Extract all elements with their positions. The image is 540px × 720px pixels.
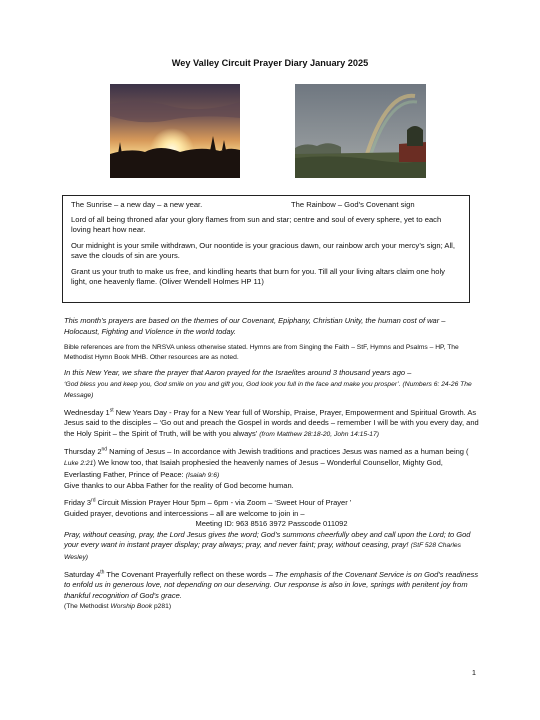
page-number: 1 <box>471 668 476 677</box>
entry-jan-1: Wednesday 1st New Years Day - Pray for a New Year full of Worship, Praise, Prayer, Empowerment and Spiritual Growth. As Jesus said to the disciples – ‘Go out and preach the Gospel in words and deeds – remember I will be with you every day, and the Holy Spirit – the Spirit of Truth, will be with you always’ (from Matthew 28:18-20, John 14:15-17) <box>64 407 479 438</box>
entry-jan-4: Saturday 4th The Covenant Prayerfully reflect on these words – The emphasis of the Covenant Service is on God’s readiness to enfold us in generous love, not depending on our deserving. Our response is also in love, springs with penitent joy from thankful recognition of God’s grace. (The Methodist Worship Book p281) <box>64 569 479 611</box>
hymn-quote: Pray, without ceasing, pray, the Lord Jesus gives the word; God’s summons cheerfully obey and call upon the Lord; to God your every want in instant prayer display; pray always; pray, and never faint; pray, without ceasing, pray! <box>64 529 471 550</box>
entry-jan-3: Friday 3rd Circuit Mission Prayer Hour 5pm – 6pm - via Zoom – ‘Sweet Hour of Prayer ’ Guided prayer, devotions and intercessions – all are welcome to join in – Meeting ID: 963 8516 3972 Passcode 011092 Pray, without ceasing, pray, the Lord Jesus gives the word; God’s summons cheerfully obey and call upon the Lord; to God your every want in instant prayer display; pray always; pray, and never faint; pray, without ceasing, pray! (StF 528 Charles Wesley) <box>64 498 479 564</box>
entry-jan-2: Thursday 2nd Naming of Jesus – In accordance with Jewish traditions and practices Jesus was named as a human being ( Luke 2:21) We know too, that Isaiah prophesied the heavenly names of Jesus – Wonderful Counsellor, Mighty God, Everlasting Father, Prince of Peace: (Isaiah 9:6) Give thanks to our Abba Father for the reality of God become human. <box>64 446 469 491</box>
hymn-verse-1: Lord of all being throned afar your glory flames from sun and star; centre and soul of every sphere, yet to each loving heart how near. <box>71 215 442 235</box>
hymn-box <box>62 195 470 303</box>
entry-day: Thursday 2 <box>64 446 102 456</box>
references-note: Bible references are from the NRSVA unless otherwise stated. Hymns are from Singing the Faith – StF, Hymns and Psalms – HP, The Methodist Hymn Book MHB. Other resources are as noted. <box>64 344 459 361</box>
entry-ref: (from Matthew 28:18-20, John 14:15-17) <box>257 430 379 438</box>
sunrise-photo <box>110 84 240 178</box>
page-title: Wey Valley Circuit Prayer Diary January 2025 <box>171 58 369 68</box>
rainbow-caption: The Rainbow – God’s Covenant sign <box>291 200 415 209</box>
aaron-prayer <box>64 368 479 402</box>
aaron-lead: In this New Year, we share the prayer that Aaron prayed for the Israelites around 3 thousand years ago – <box>64 368 412 377</box>
rainbow-photo <box>295 84 426 178</box>
entry-day: Friday 3 <box>64 497 92 507</box>
covenant-quote: The emphasis of the Covenant Service is on God’s readiness to enfold us in generous love, not depending on our deserving. Our response is also in love, springs with penitent joy from thankful recognition of God’s grace. <box>64 569 479 600</box>
intro-text: This month’s prayers are based on the themes of our Covenant, Epiphany, Christian Unity, the human cost of war – Holocaust, Fighting and Violence in the world today. <box>64 316 446 336</box>
sunrise-caption: The Sunrise – a new day – a new year. <box>71 200 203 209</box>
entry-day: Saturday 4 <box>64 569 101 579</box>
zoom-meeting-details: Meeting ID: 963 8516 3972 Passcode 011092 <box>195 519 348 529</box>
aaron-ref: (Numbers 6: 24-26 The Message) <box>64 380 472 400</box>
entry-day: Wednesday 1 <box>64 407 110 417</box>
aaron-quote: ‘God bless you and keep you, God smile on you and gift you, God look you full in the face and make you prosper’. <box>64 380 401 388</box>
hymn-verse-2: Our midnight is your smile withdrawn, Our noontide is your gracious dawn, our rainbow arch your mercy’s sign; All, save the clouds of sin are yours. <box>71 240 455 261</box>
hymn-verse-3: Grant us your truth to make us free, and kindling hearts that burn for you. Till all your living altars claim one holy light, one heavenly flame. (Oliver Wendell Holmes HP 11) <box>71 266 445 287</box>
diary-content <box>64 316 479 618</box>
